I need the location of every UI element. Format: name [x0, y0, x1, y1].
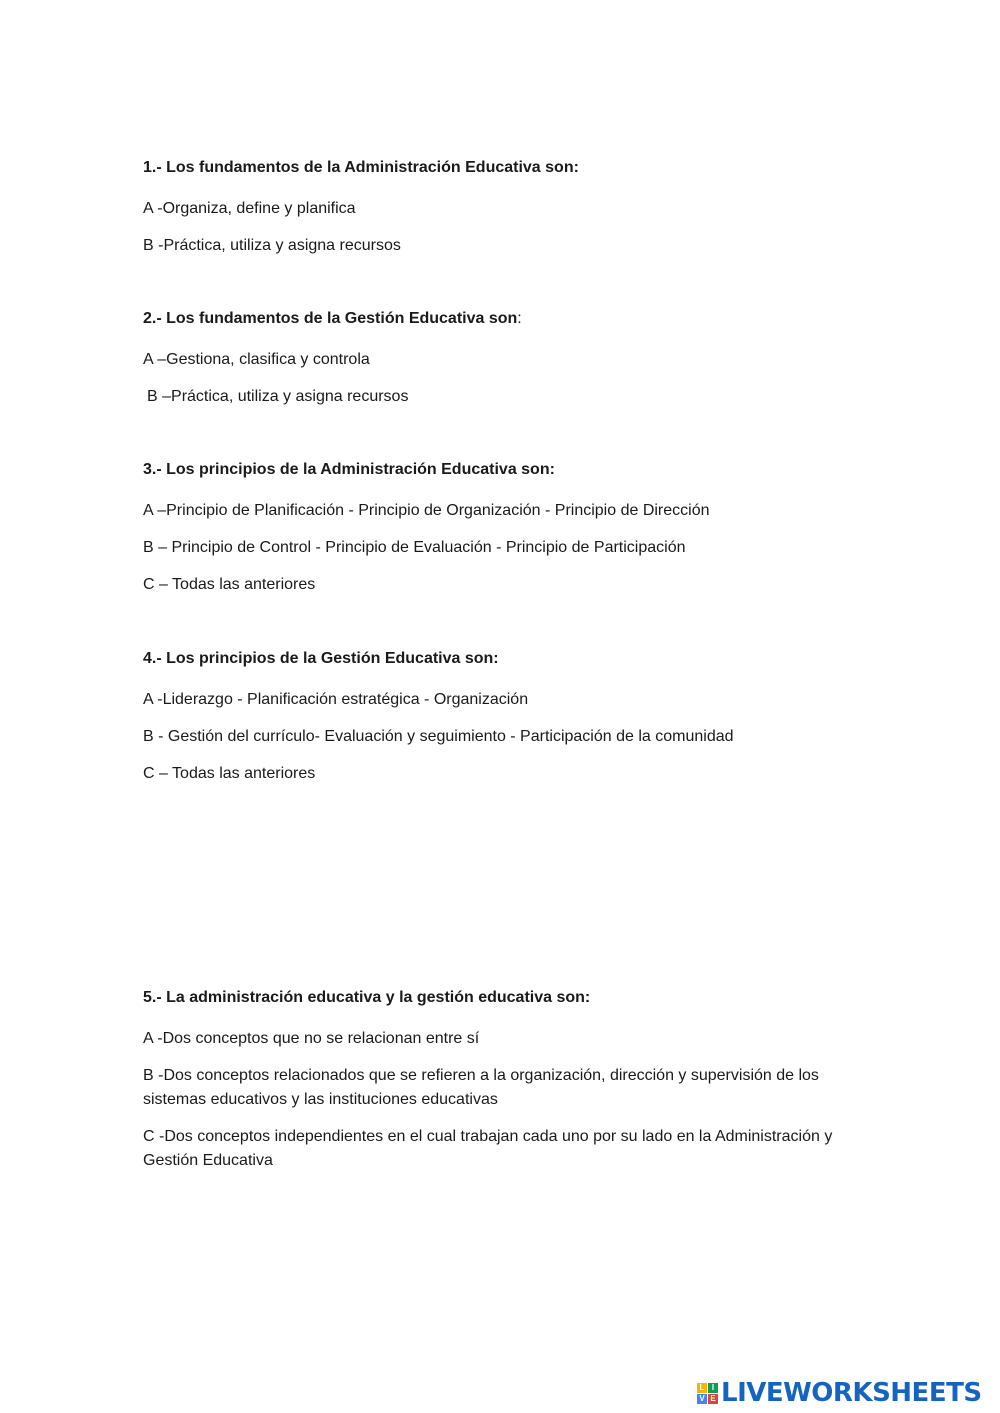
question-4 — [143, 649, 863, 799]
question-title: 1.- Los fundamentos de la Administración Educativa son: — [143, 159, 579, 176]
answer-option-c[interactable]: C – Todas las anteriores — [143, 576, 316, 593]
liveworksheets-logo-icon — [697, 1383, 718, 1404]
answer-option-a[interactable]: A –Principio de Planificación - Principio de Organización - Principio de Dirección — [143, 502, 710, 519]
question-2 — [143, 309, 863, 422]
question-title: 4.- Los principios de la Gestión Educativa son: — [143, 650, 499, 667]
logo-tile-e: E — [708, 1394, 718, 1404]
logo-tile-i: I — [708, 1383, 718, 1393]
answer-option-a[interactable]: A –Gestiona, clasifica y controla — [143, 351, 370, 368]
answer-option-b[interactable]: B -Dos conceptos relacionados que se refieren a la organización, dirección y supervisión de los sistemas educativos y las instituciones educativas — [143, 1067, 819, 1108]
question-5 — [143, 988, 863, 1186]
logo-tile-v: V — [697, 1394, 707, 1404]
logo-tile-l: L — [697, 1383, 707, 1393]
answer-option-a[interactable]: A -Dos conceptos que no se relacionan entre sí — [143, 1030, 480, 1047]
question-1 — [143, 158, 863, 271]
answer-option-b[interactable]: B –Práctica, utiliza y asigna recursos — [147, 388, 409, 405]
answer-option-a[interactable]: A -Organiza, define y planifica — [143, 200, 356, 217]
answer-option-c[interactable]: C – Todas las anteriores — [143, 765, 316, 782]
question-3 — [143, 460, 863, 610]
answer-option-b[interactable]: B -Práctica, utiliza y asigna recursos — [143, 237, 401, 254]
question-title-colon: : — [517, 310, 522, 327]
question-title: 3.- Los principios de la Administración Educativa son: — [143, 461, 555, 478]
answer-option-b[interactable]: B – Principio de Control - Principio de Evaluación - Principio de Participación — [143, 539, 686, 556]
question-title-text: 2.- Los fundamentos de la Gestión Educativa son — [143, 310, 518, 327]
answer-option-c[interactable]: C -Dos conceptos independientes en el cual trabajan cada uno por su lado en la Administración y Gestión Educativa — [143, 1128, 833, 1169]
question-title: 5.- La administración educativa y la gestión educativa son: — [143, 989, 591, 1006]
liveworksheets-brand[interactable] — [697, 1378, 982, 1408]
answer-option-a[interactable]: A -Liderazgo - Planificación estratégica - Organización — [143, 691, 529, 708]
question-title — [143, 309, 863, 329]
brand-name: LIVEWORKSHEETS — [721, 1378, 982, 1408]
answer-option-b[interactable]: B - Gestión del currículo- Evaluación y seguimiento - Participación de la comunidad — [143, 728, 734, 745]
